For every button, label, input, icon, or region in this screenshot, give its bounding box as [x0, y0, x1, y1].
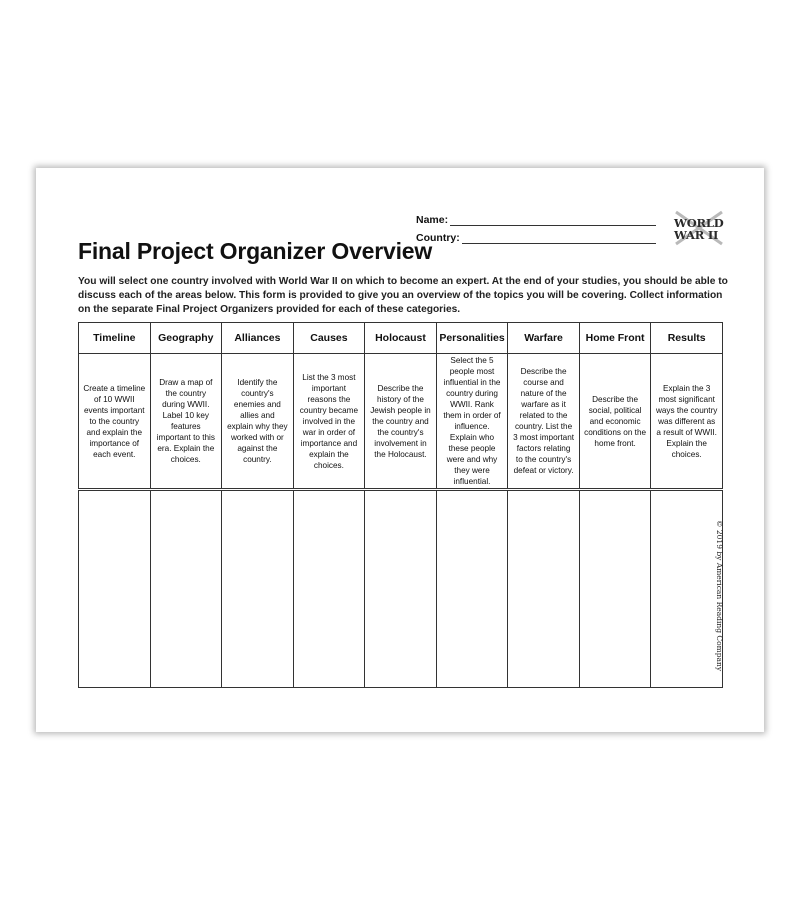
column-header-personalities: Personalities [436, 323, 508, 354]
column-header-causes: Causes [293, 323, 365, 354]
column-header-timeline: Timeline [79, 323, 151, 354]
student-info-fields [416, 208, 656, 244]
column-header-geography: Geography [150, 323, 222, 354]
answer-cell-timeline[interactable] [79, 490, 151, 688]
world-war-ii-logo [668, 208, 730, 248]
name-field[interactable] [416, 208, 656, 226]
intro-paragraph: You will select one country involved with World War II on which to become an expert. At the end of your studies, you should be able to discuss each of the areas below. This form is provided to give you an overview of the topics you will be covering. Collect information on the separate Final Project Organizers provided for each of these categories. [78, 276, 728, 315]
logo-line-2: WAR II [674, 228, 719, 242]
description-causes: List the 3 most important reasons the country became involved in the war in order of importance and explain the choices. [293, 354, 365, 490]
description-warfare: Describe the course and nature of the warfare as it related to the country. List the 3 most important factors relating to the country's defeat or victory. [508, 354, 580, 490]
answer-cell-home-front[interactable] [579, 490, 651, 688]
worksheet-page [36, 168, 764, 732]
logo-line-1: WORLD [674, 216, 724, 230]
column-header-results: Results [651, 323, 723, 354]
answer-cell-warfare[interactable] [508, 490, 580, 688]
organizer-table [78, 322, 723, 688]
copyright-notice: © 2019 by American Reading Company [715, 520, 724, 672]
country-field[interactable] [416, 226, 656, 244]
description-geography: Draw a map of the country during WWII. Label 10 key features important to this era. Explain the choices. [150, 354, 222, 490]
column-header-holocaust: Holocaust [365, 323, 437, 354]
column-header-alliances: Alliances [222, 323, 294, 354]
column-header-warfare: Warfare [508, 323, 580, 354]
page-title: Final Project Organizer Overview [78, 238, 433, 264]
answer-cell-alliances[interactable] [222, 490, 294, 688]
answer-cell-causes[interactable] [293, 490, 365, 688]
header-row [79, 323, 723, 354]
answer-row [79, 490, 723, 688]
name-label: Name: [416, 214, 449, 226]
answer-cell-geography[interactable] [150, 490, 222, 688]
answer-cell-holocaust[interactable] [365, 490, 437, 688]
country-label: Country: [416, 232, 460, 244]
name-line[interactable] [450, 213, 656, 226]
description-results: Explain the 3 most significant ways the country was different as a result of WWII. Explain the choices. [651, 354, 723, 490]
description-timeline: Create a timeline of 10 WWII events important to the country and explain the importance of each event. [79, 354, 151, 490]
description-row [79, 354, 723, 490]
answer-cell-personalities[interactable] [436, 490, 508, 688]
description-personalities: Select the 5 people most influential in the country during WWII. Rank them in order of influence. Explain who these people were and why they were influential. [436, 354, 508, 490]
description-holocaust: Describe the history of the Jewish people in the country and the country's involvement in the Holocaust. [365, 354, 437, 490]
description-alliances: Identify the country's enemies and allies and explain why they worked with or against the country. [222, 354, 294, 490]
country-line[interactable] [462, 231, 656, 244]
answer-cell-results[interactable] [651, 490, 723, 688]
column-header-home-front: Home Front [579, 323, 651, 354]
description-home-front: Describe the social, political and economic conditions on the home front. [579, 354, 651, 490]
